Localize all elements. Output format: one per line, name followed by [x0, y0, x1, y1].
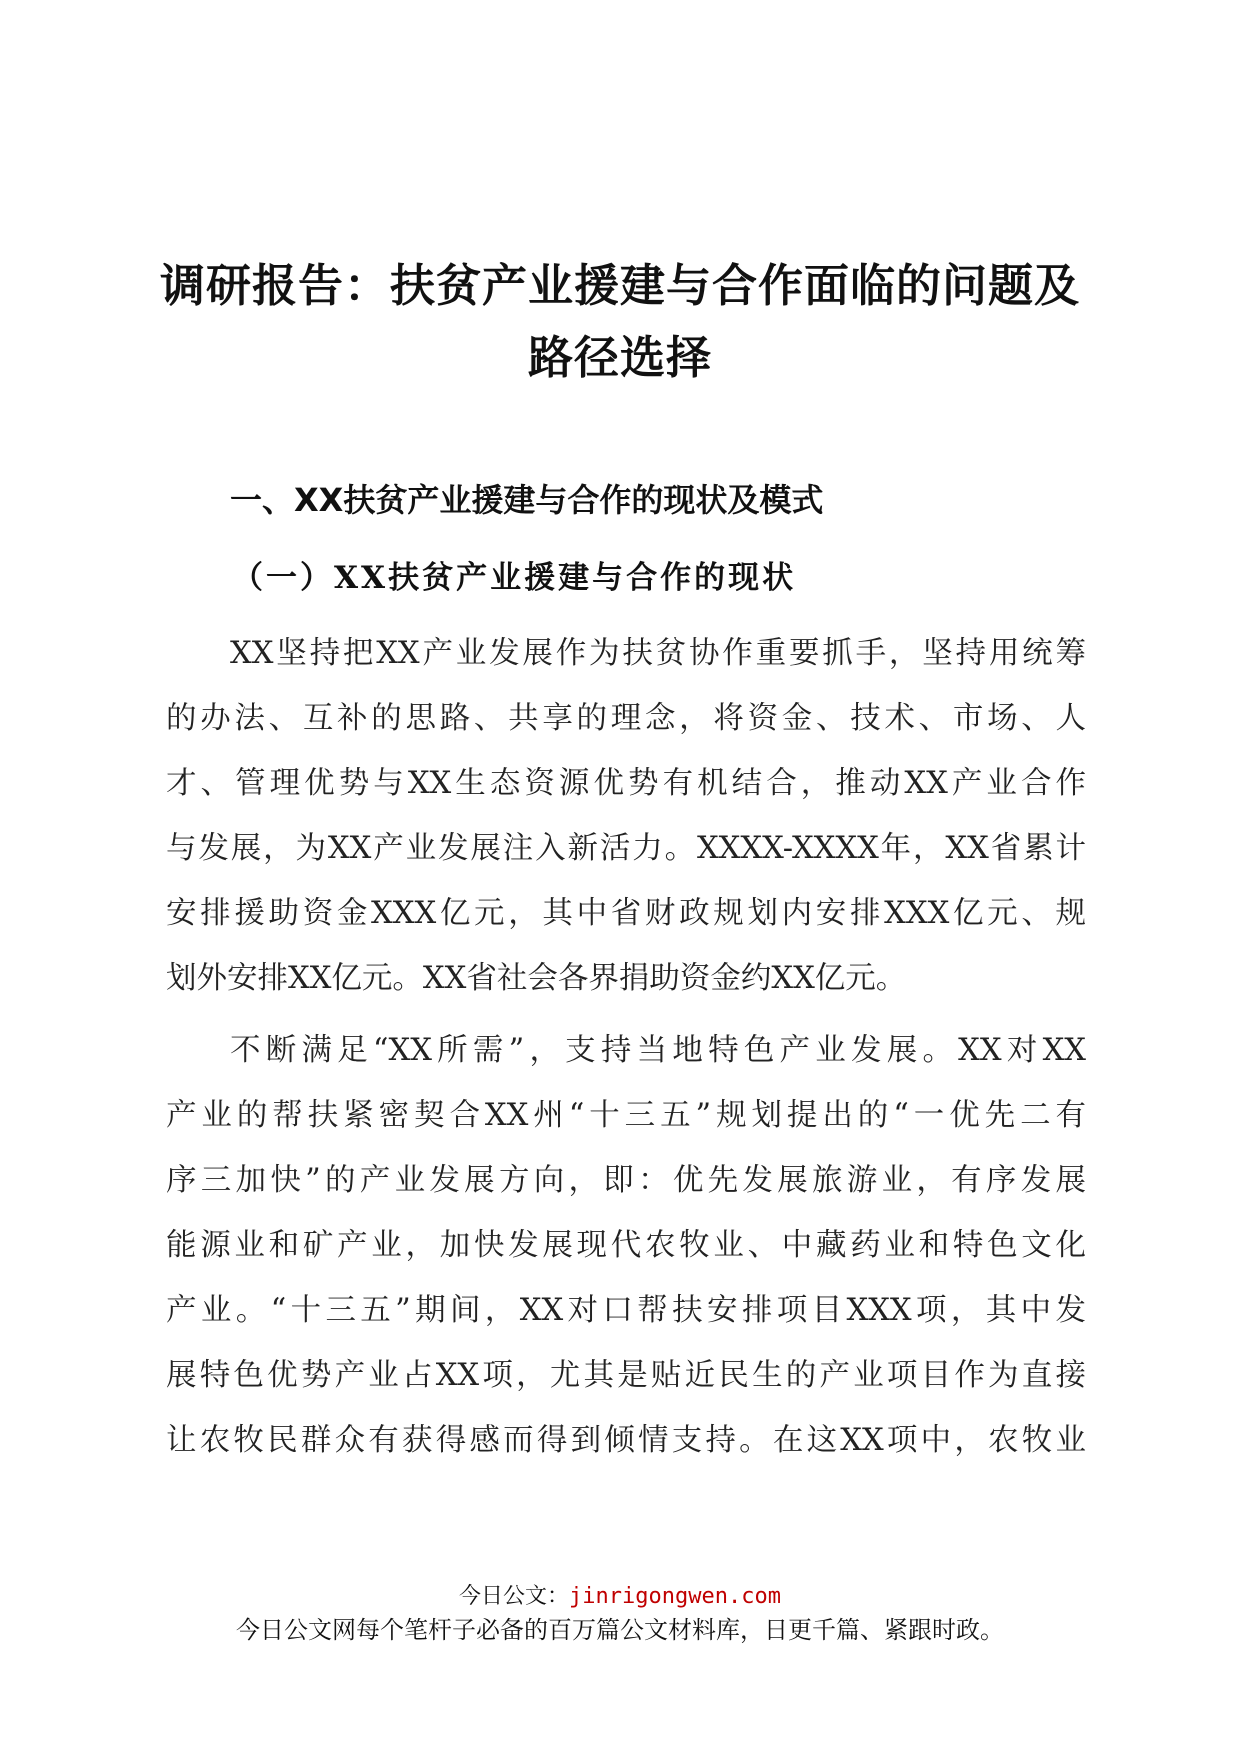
footer-label: 今日公文： — [459, 1584, 570, 1609]
body-paragraph — [166, 1018, 1086, 1473]
document-title — [140, 250, 1100, 394]
body-paragraph — [166, 621, 1086, 1011]
paragraph-line: 序三加快”的产业发展方向，即：优先发展旅游业，有序发展 — [166, 1163, 1086, 1198]
paragraph-line: 与发展，为XX产业发展注入新活力。XXXX-XXXX年，XX省累计 — [166, 831, 1086, 866]
subsection-heading: （一）XX扶贫产业援建与合作的现状 — [232, 560, 797, 596]
section-heading: 一、XX扶贫产业援建与合作的现状及模式 — [230, 481, 824, 519]
paragraph-line: 让农牧民群众有获得感而得到倾情支持。在这XX项中，农牧业 — [166, 1423, 1086, 1458]
footer-tagline: 今日公文网每个笔杆子必备的百万篇公文材料库，日更千篇、紧跟时政。 — [236, 1616, 1004, 1644]
paragraph-line: 不断满足“XX所需”，支持当地特色产业发展。XX对XX — [230, 1033, 1086, 1068]
paragraph-line: 展特色优势产业占XX项，尤其是贴近民生的产业项目作为直接 — [166, 1358, 1086, 1393]
paragraph-line: 才、管理优势与XX生态资源优势有机结合，推动XX产业合作 — [166, 766, 1086, 801]
footer-url-link[interactable]: jinrigongwen.com — [569, 1584, 781, 1609]
paragraph-line: 的办法、互补的思路、共享的理念，将资金、技术、市场、人 — [166, 701, 1086, 736]
paragraph-line: 能源业和矿产业，加快发展现代农牧业、中藏药业和特色文化 — [166, 1228, 1086, 1263]
title-line: 调研报告：扶贫产业援建与合作面临的问题及 — [159, 259, 1080, 312]
paragraph-line: 安排援助资金XXX亿元，其中省财政规划内安排XXX亿元、规 — [166, 896, 1086, 931]
paragraph-line: 划外安排XX亿元。XX省社会各界捐助资金约XX亿元。 — [166, 961, 907, 996]
paragraph-line: 产业的帮扶紧密契合XX州“十三五”规划提出的“一优先二有 — [166, 1098, 1086, 1133]
paragraph-line: XX坚持把XX产业发展作为扶贫协作重要抓手，坚持用统筹 — [230, 636, 1086, 671]
paragraph-line: 产业。“十三五”期间，XX对口帮扶安排项目XXX项，其中发 — [166, 1293, 1086, 1328]
title-line: 路径选择 — [527, 331, 712, 384]
footer-source — [0, 1582, 1240, 1612]
